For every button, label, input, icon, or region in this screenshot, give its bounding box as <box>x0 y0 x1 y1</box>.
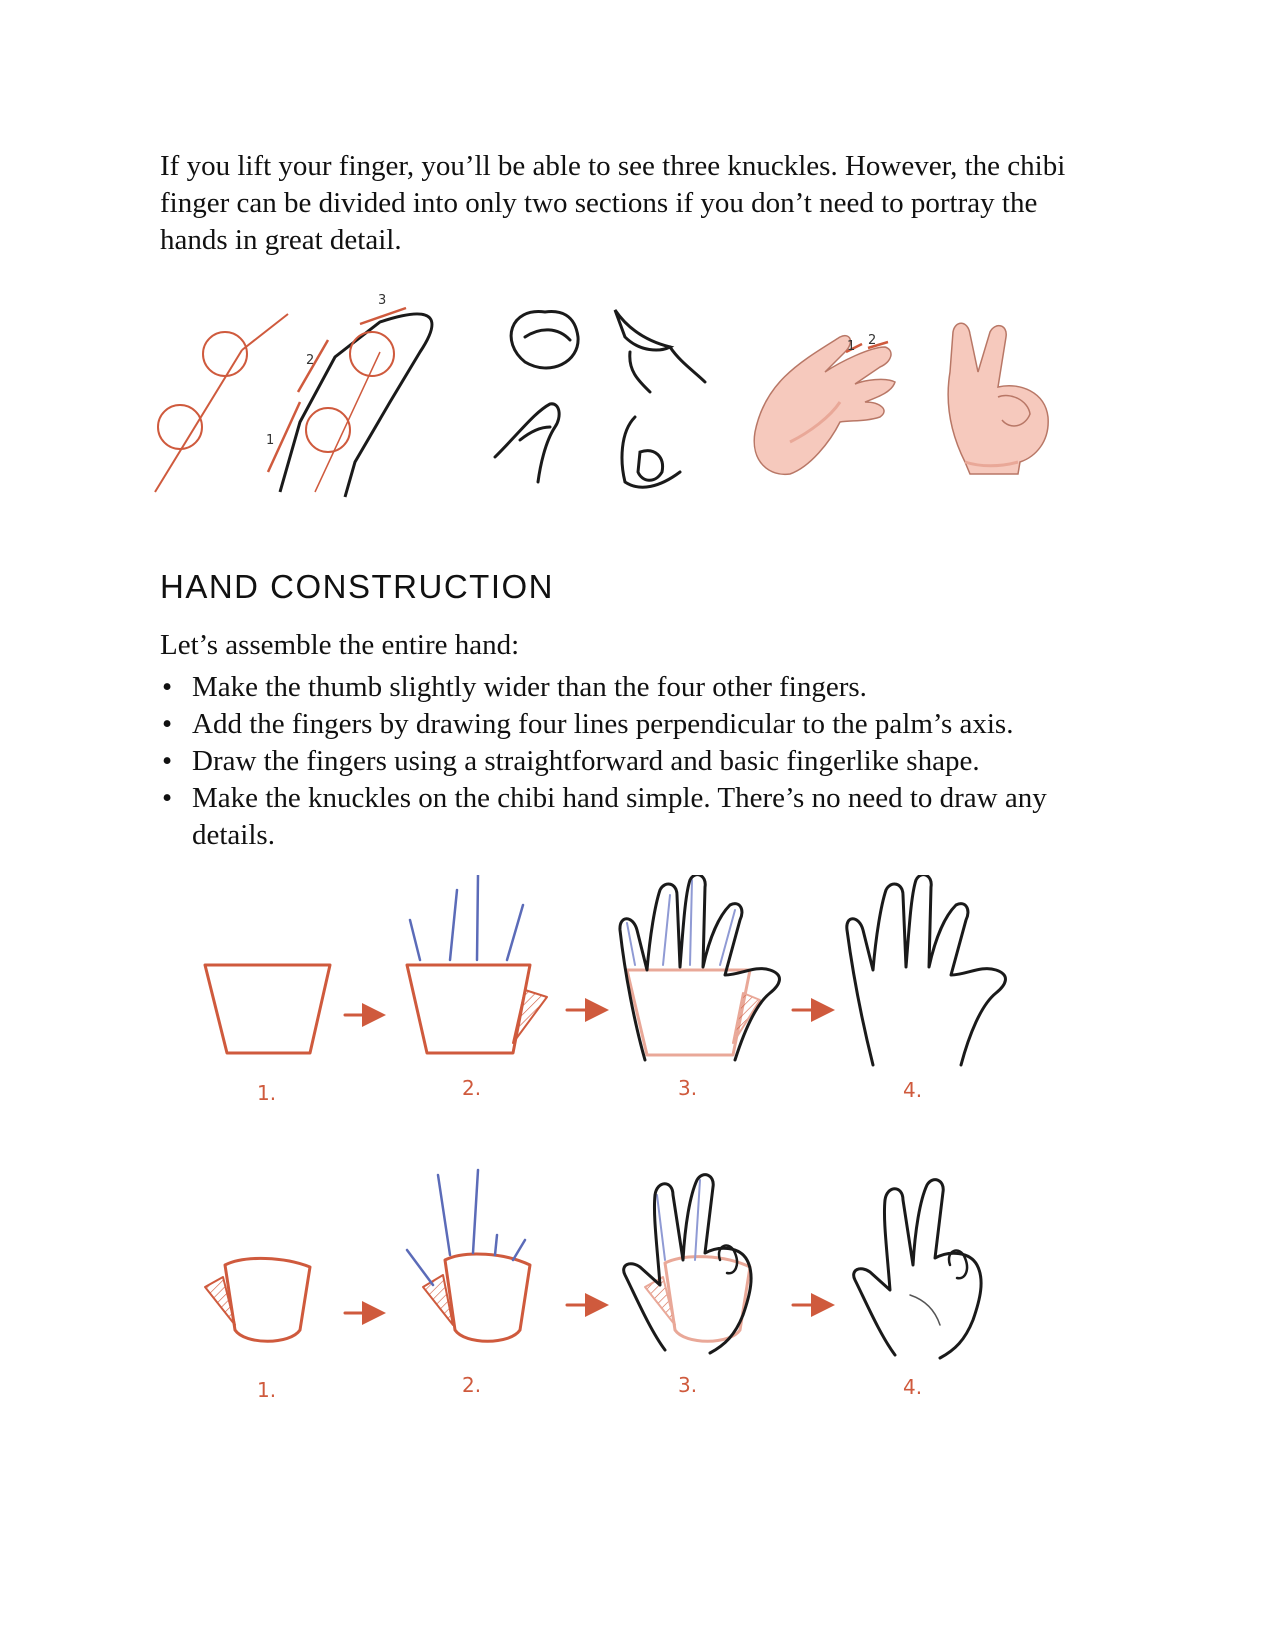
list-item: • Make the thumb slightly wider than the four other fingers. <box>160 669 1120 706</box>
fingernail-sketches <box>495 310 705 487</box>
section-heading: HAND CONSTRUCTION <box>160 568 554 605</box>
list-item: • Draw the fingers using a straightforward and basic fingerlike shape. <box>160 743 1120 780</box>
finger-construction-illustration <box>150 292 1110 502</box>
shaded-hand-sketch <box>754 336 895 475</box>
finger-segments-sketch <box>268 308 432 497</box>
step-label-3: 3. <box>678 1076 698 1100</box>
finger-skeleton-sketch <box>155 314 288 492</box>
step-label-4: 4. <box>903 1375 923 1399</box>
peace-hand-row <box>205 1170 981 1358</box>
assemble-intro: Let’s assemble the entire hand: <box>160 629 520 661</box>
step-label-1: 1. <box>257 1081 277 1105</box>
thumb-label-2: 2 <box>868 333 877 348</box>
intro-paragraph: If you lift your finger, you’ll be able to see three knuckles. However, the chibi finger can be divided into only two sections if you don’t need to portray the hands in great detail. <box>160 150 1066 256</box>
step-label-4: 4. <box>903 1078 923 1102</box>
thumb-label-1: 1 <box>847 339 856 354</box>
hand-construction-steps-illustration <box>195 875 1075 1475</box>
segment-label-2: 2 <box>306 353 315 368</box>
peace-sign-hand-sketch <box>948 323 1048 474</box>
step-label-2: 2. <box>462 1076 482 1100</box>
list-item: • Add the fingers by drawing four lines perpendicular to the palm’s axis. <box>160 706 1120 743</box>
open-hand-row <box>205 875 1005 1065</box>
step-label-2: 2. <box>462 1373 482 1397</box>
segment-label-1: 1 <box>266 433 275 448</box>
instruction-list <box>160 669 1120 854</box>
segment-label-3: 3 <box>378 293 387 308</box>
step-label-1: 1. <box>257 1378 277 1402</box>
list-item: • Make the knuckles on the chibi hand simple. There’s no need to draw any details. <box>160 780 1120 854</box>
step-label-3: 3. <box>678 1373 698 1397</box>
